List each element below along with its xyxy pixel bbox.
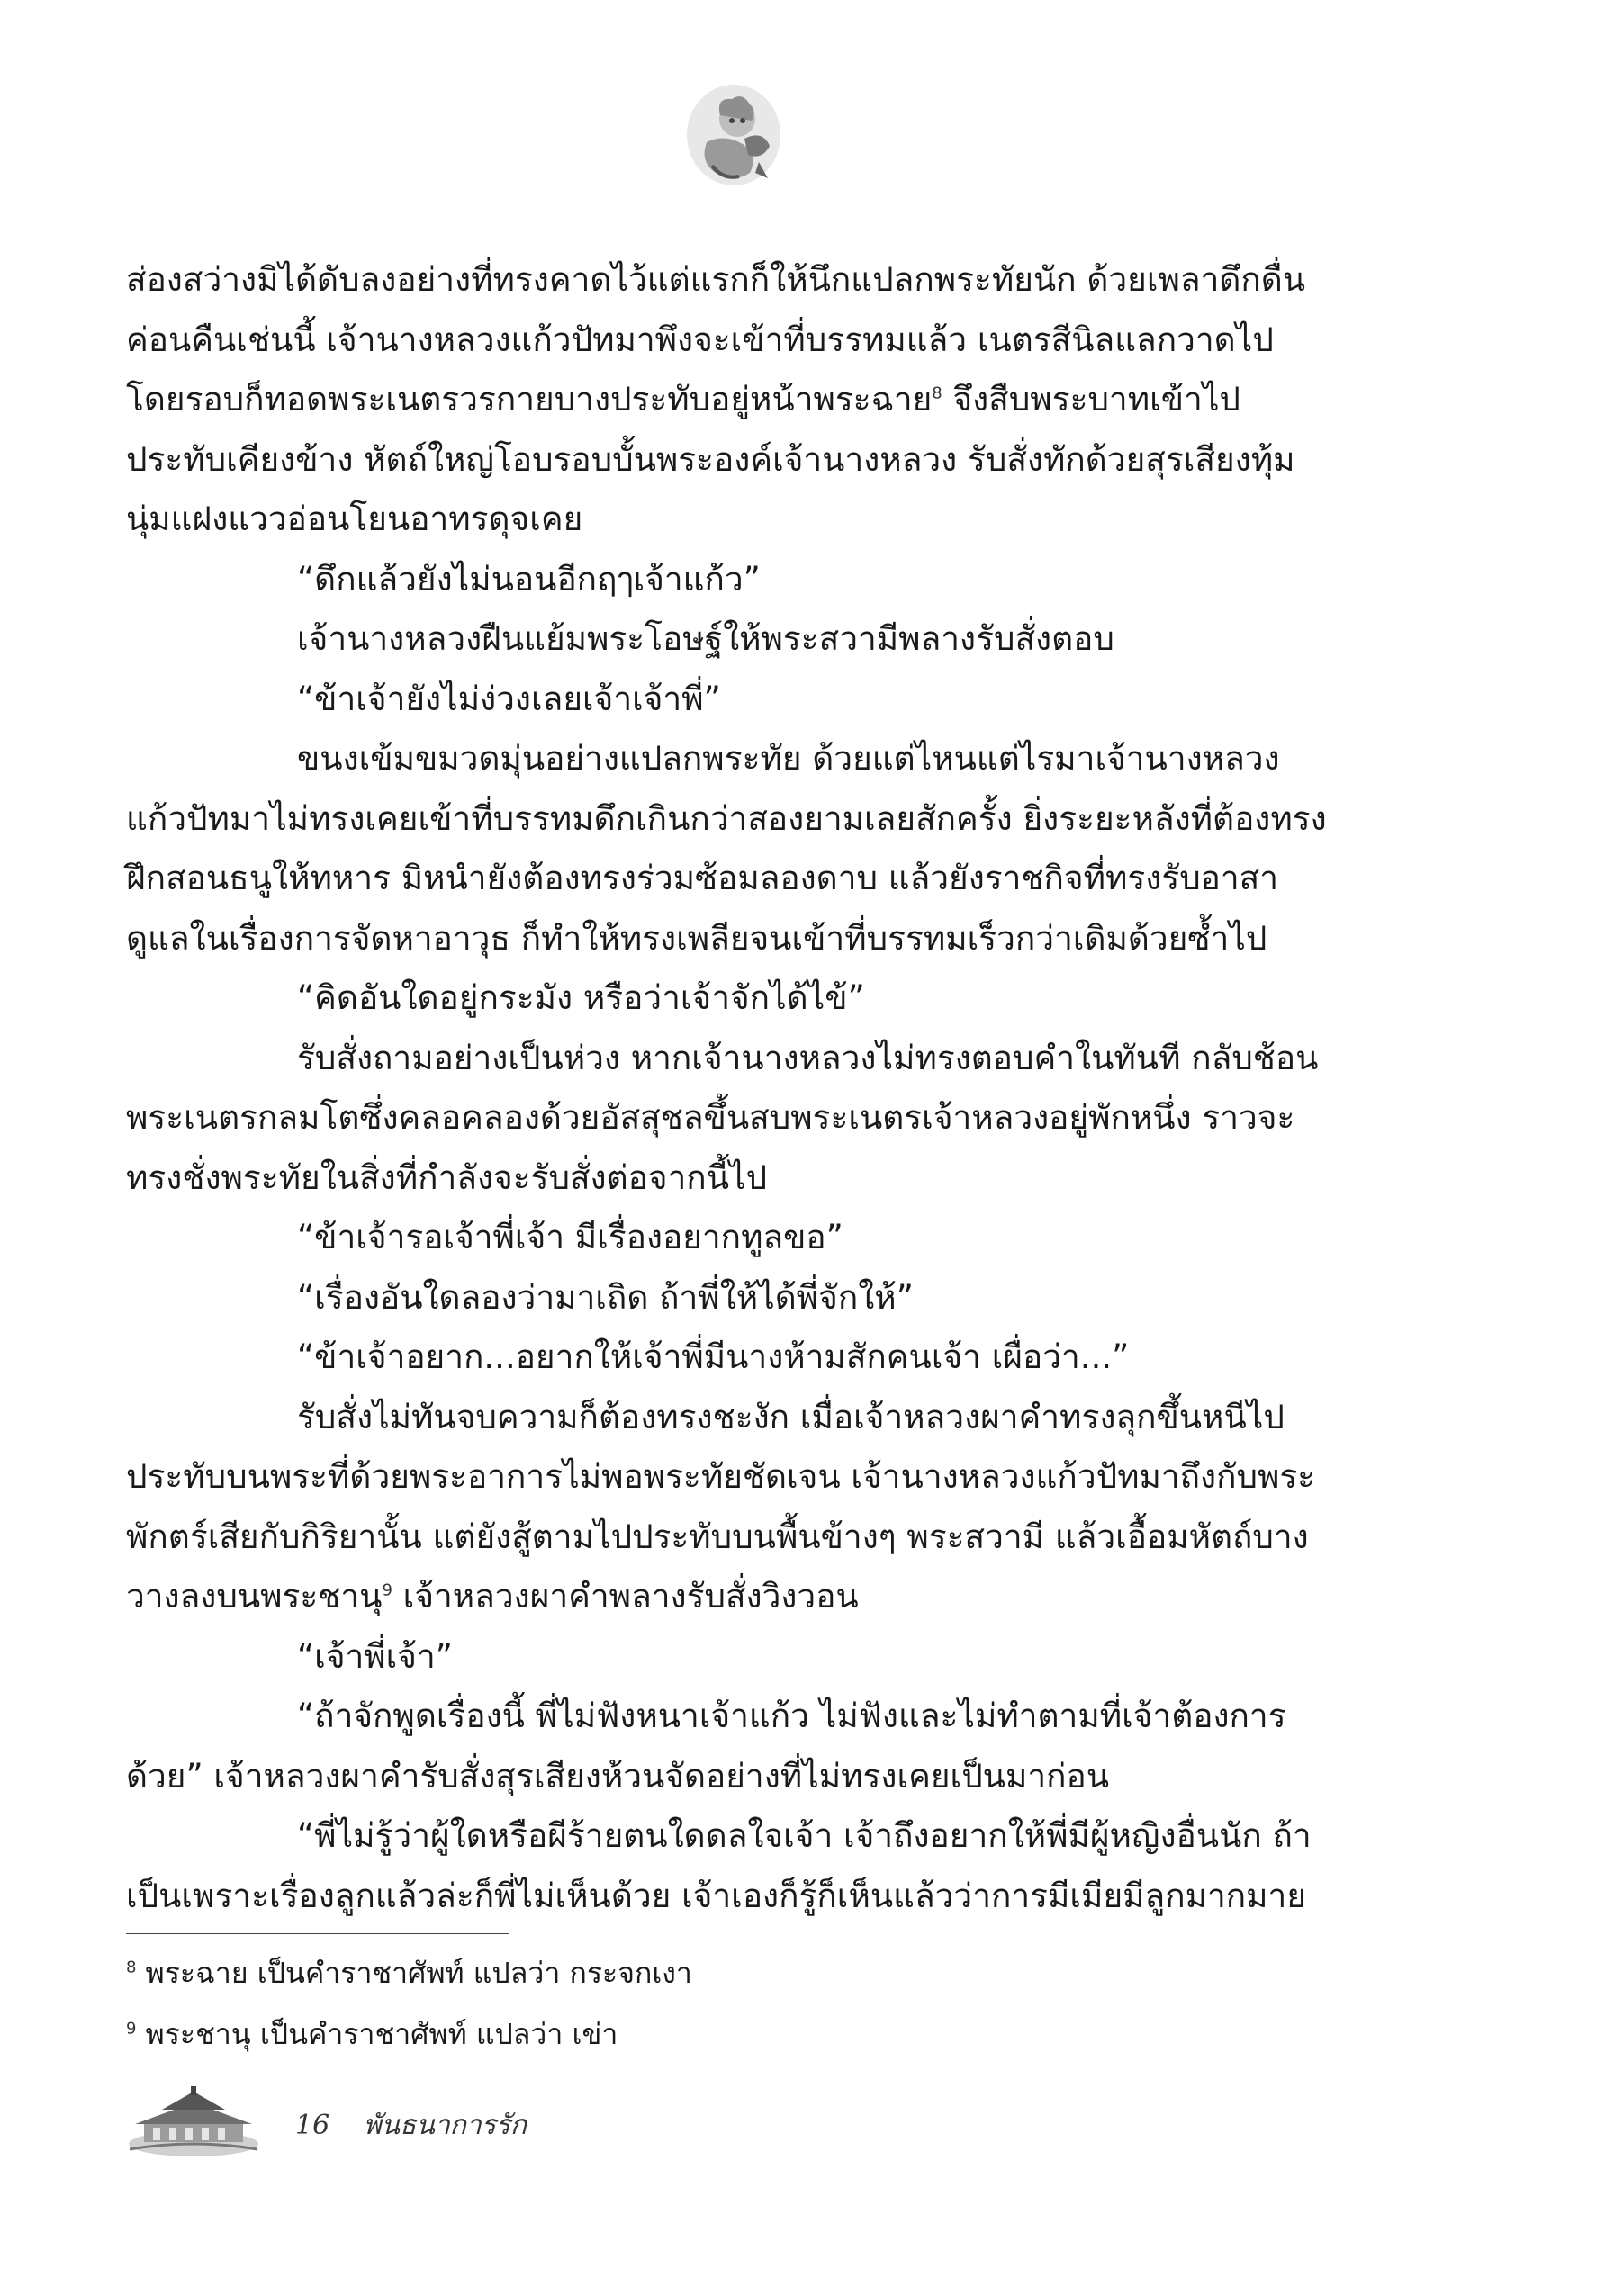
footnote-text: พระชานุ เป็นคำราชาศัพท์ แปลว่า เข่า: [136, 2017, 618, 2051]
footnote: [126, 2003, 1332, 2065]
footnotes: [126, 1942, 1332, 2065]
paragraph-text: “ดึกแล้วยังไม่นอนอีกฤๅเจ้าแก้ว”: [297, 559, 761, 599]
paragraph-text: รับสั่งไม่ทันจบความก็ต้องทรงชะงัก เมื่อเจ้าหลวงผาคำทรงลุกขึ้นหนีไปประทับบนพระที่ด้วยพระอาการไม่พอพระทัยชัดเจน เจ้านางหลวงแก้วปัทมาถึงกับพระพักตร์เสียกับกิริยานั้น แต่ยังสู้ตามไปประทับบนพื้นข้างๆ พระสวามี แล้วเอื้อมหัตถ์บางวางลงบนพระชานุ: [126, 1397, 1316, 1616]
paragraph: [126, 670, 1332, 730]
footnote: [126, 1942, 1332, 2003]
temple-building-icon: [126, 2086, 261, 2158]
paragraph-text: “เรื่องอันใดลองว่ามาเถิด ถ้าพี่ให้ได้พี่จักให้”: [297, 1277, 914, 1317]
body-text: [126, 250, 1332, 1926]
paragraph: [126, 609, 1332, 670]
paragraph: [126, 1627, 1332, 1688]
paragraph-text: เจ้าหลวงผาคำพลางรับสั่งวิงวอน: [392, 1577, 859, 1616]
paragraph-text: “ถ้าจักพูดเรื่องนี้ พี่ไม่ฟังหนาเจ้าแก้ว ไม่ฟังและไม่ทำตามที่เจ้าต้องการด้วย” เจ้าหลวงผาคำรับสั่งสุรเสียงห้วนจัดอย่างที่ไม่ทรงเคยเป็นมาก่อน: [126, 1697, 1286, 1796]
footnote-ref: 8: [932, 383, 942, 403]
paragraph: [126, 1806, 1332, 1926]
page-footer: [295, 2104, 527, 2147]
paragraph-text: “ข้าเจ้ารอเจ้าพี่เจ้า มีเรื่องอยากทูลขอ”: [297, 1218, 843, 1256]
paragraph-text: “พี่ไม่รู้ว่าผู้ใดหรือผีร้ายตนใดดลใจเจ้า เจ้าถึงอยากให้พี่มีผู้หญิงอื่นนัก ถ้าเป็นเพราะเรื่องลูกแล้วล่ะก็พี่ไม่เห็นด้วย เจ้าเองก็รู้ก็เห็นแล้วว่าการมีเมียมีลูกมากมาย: [126, 1816, 1312, 1915]
book-title: พันธนาการรัก: [363, 2110, 527, 2141]
paragraph-text: “เจ้าพี่เจ้า”: [297, 1636, 453, 1676]
footnote-ref: 9: [382, 1580, 392, 1600]
paragraph: [126, 1328, 1332, 1388]
footnote-number: 9: [126, 2019, 137, 2039]
paragraph: [126, 1388, 1332, 1627]
cherub-ornament-icon: [680, 79, 788, 192]
paragraph: [126, 550, 1332, 610]
paragraph: [126, 729, 1332, 968]
paragraph-text: รับสั่งถามอย่างเป็นห่วง หากเจ้านางหลวงไม่ทรงตอบคำในทันที กลับช้อนพระเนตรกลมโตซึ่งคลอคลองด้วยอัสสุชลขึ้นสบพระเนตรเจ้าหลวงอยู่พักหนึ่ง ราวจะทรงชั่งพระทัยในสิ่งที่กำลังจะรับสั่งต่อจากนี้ไป: [126, 1038, 1319, 1197]
paragraph-text: “ข้าเจ้าอยาก...อยากให้เจ้าพี่มีนางห้ามสักคนเจ้า เผื่อว่า...”: [297, 1337, 1130, 1376]
paragraph: [126, 968, 1332, 1029]
footnote-number: 8: [126, 1958, 137, 1977]
footnote-divider: [126, 1933, 509, 1934]
paragraph: [126, 1687, 1332, 1806]
paragraph: [126, 1029, 1332, 1209]
paragraph-text: จึงสืบพระบาทเข้าไปประทับเคียงข้าง หัตถ์ใหญ่โอบรอบบั้นพระองค์เจ้านางหลวง รับสั่งทักด้วยสุรเสียงทุ้มนุ่มแฝงแววอ่อนโยนอาทรดุจเคย: [126, 380, 1295, 538]
page-number: 16: [295, 2110, 330, 2141]
paragraph: [126, 1268, 1332, 1328]
paragraph-text: ส่องสว่างมิได้ดับลงอย่างที่ทรงคาดไว้แต่แรกก็ให้นึกแปลกพระทัยนัก ด้วยเพลาดึกดื่นค่อนคืนเช่นนี้ เจ้านางหลวงแก้วปัทมาพึงจะเข้าที่บรรทมแล้ว เนตรสีนิลแลกวาดไปโดยรอบก็ทอดพระเนตรวรกายบางประทับอยู่หน้าพระฉาย: [126, 260, 1306, 419]
footnote-text: พระฉาย เป็นคำราชาศัพท์ แปลว่า กระจกเงา: [136, 1956, 692, 1990]
paragraph: [126, 250, 1332, 550]
paragraph-text: “ข้าเจ้ายังไม่ง่วงเลยเจ้าเจ้าพี่”: [297, 679, 721, 718]
paragraph-text: “คิดอันใดอยู่กระมัง หรือว่าเจ้าจักได้ไข้”: [297, 978, 865, 1017]
paragraph: [126, 1208, 1332, 1268]
paragraph-text: ขนงเข้มขมวดมุ่นอย่างแปลกพระทัย ด้วยแต่ไหนแต่ไรมาเจ้านางหลวงแก้วปัทมาไม่ทรงเคยเข้าที่บรรทมดึกเกินกว่าสองยามเลยสักครั้ง ยิ่งระยะหลังที่ต้องทรงฝึกสอนธนูให้ทหาร มิหนำยังต้องทรงร่วมซ้อมลองดาบ แล้วยังราชกิจที่ทรงรับอาสาดูแลในเรื่องการจัดหาอาวุธ ก็ทำให้ทรงเพลียจนเข้าที่บรรทมเร็วกว่าเดิมด้วยซ้ำไป: [126, 739, 1327, 958]
paragraph-text: เจ้านางหลวงฝืนแย้มพระโอษฐ์ให้พระสวามีพลางรับสั่งตอบ: [297, 619, 1114, 658]
